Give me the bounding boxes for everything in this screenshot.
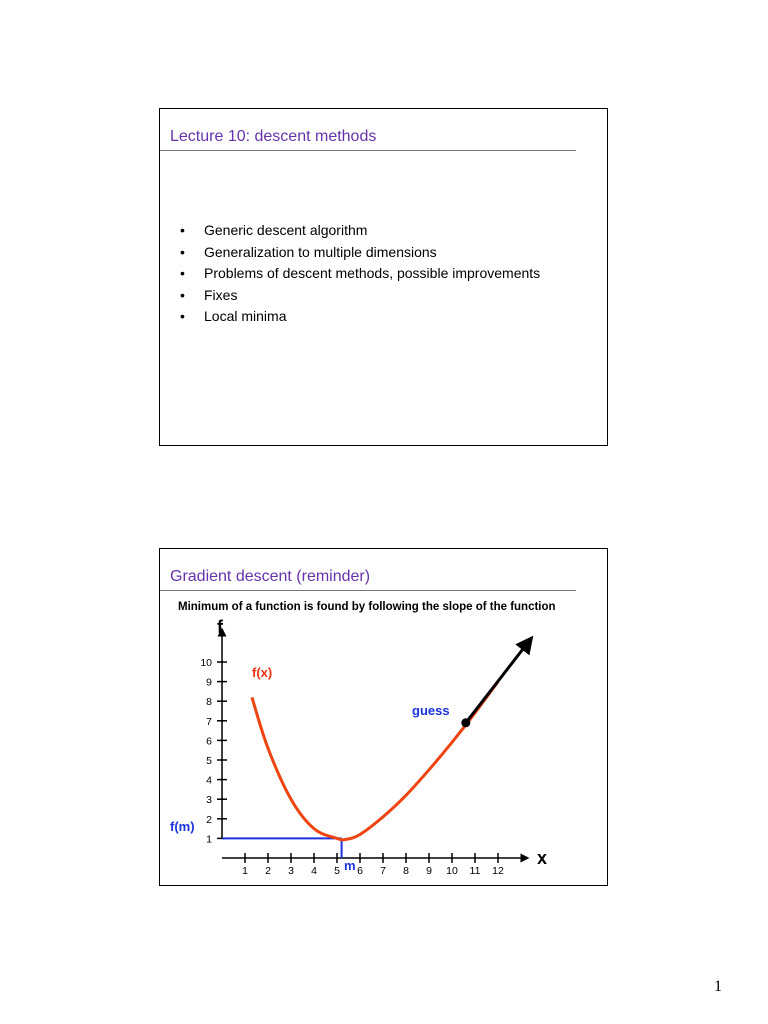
- x-tick-label: 10: [446, 865, 458, 877]
- bullet-text: Generalization to multiple dimensions: [204, 243, 437, 260]
- x-tick-label: 4: [311, 865, 317, 877]
- bullet-marker: •: [180, 286, 185, 303]
- y-tick-label: 6: [206, 735, 212, 748]
- y-tick-label: 8: [206, 696, 212, 709]
- min-x-label: m: [344, 858, 356, 873]
- bullet-text: Generic descent algorithm: [204, 222, 368, 238]
- slide-title: Lecture 10: descent methods: [170, 128, 377, 145]
- guess-label: guess: [412, 703, 450, 718]
- x-tick-label: 7: [380, 865, 386, 877]
- min-y-label: f(m): [170, 819, 195, 834]
- slide-title: Gradient descent (reminder): [170, 568, 371, 585]
- x-tick-label: 12: [492, 865, 504, 877]
- x-tick-label: 8: [403, 865, 409, 877]
- gradient-descent-figure: [160, 549, 607, 885]
- x-tick-label: 11: [469, 865, 481, 877]
- x-tick-label: 6: [357, 865, 363, 877]
- y-axis-name: f: [217, 617, 223, 637]
- bullet-text: Local minima: [204, 308, 287, 325]
- x-tick-label: 9: [426, 865, 432, 877]
- bullet-marker: •: [180, 308, 185, 325]
- x-tick-label: 2: [265, 865, 271, 877]
- bullet-item: [180, 263, 540, 285]
- y-tick-label: 7: [206, 715, 212, 728]
- bullet-marker: •: [180, 222, 185, 238]
- guess-point: [461, 718, 470, 727]
- slide-gradient-descent: [159, 548, 608, 886]
- bullet-text: Problems of descent methods, possible improvements: [204, 265, 541, 282]
- bullet-list: [180, 220, 540, 328]
- bullet-item: [180, 220, 540, 242]
- x-axis-name: x: [537, 848, 548, 868]
- slide-lecture-overview: [159, 108, 608, 446]
- bullet-item: [180, 285, 540, 307]
- y-tick-label: 4: [206, 774, 212, 787]
- bullet-marker: •: [180, 265, 185, 282]
- y-tick-label: 9: [206, 676, 212, 689]
- y-ticks: [200, 657, 227, 845]
- gradient-arrow: [466, 643, 528, 723]
- bullet-marker: •: [180, 243, 185, 260]
- bullet-item: [180, 306, 540, 328]
- x-tick-label: 3: [288, 865, 294, 877]
- y-tick-label: 3: [206, 794, 212, 807]
- y-tick-label: 10: [200, 657, 212, 669]
- y-tick-label: 2: [206, 813, 212, 826]
- y-tick-label: 5: [206, 755, 212, 767]
- bullet-item: [180, 242, 540, 264]
- function-curve: [252, 682, 498, 840]
- curve-label: f(x): [252, 665, 273, 680]
- x-ticks: [242, 853, 504, 877]
- figure-subtitle: Minimum of a function is found by following the slope of the function: [178, 601, 556, 613]
- x-tick-label: 5: [334, 865, 340, 877]
- y-tick-label: 1: [206, 833, 212, 846]
- page-number: 1: [714, 978, 722, 995]
- bullet-text: Fixes: [204, 286, 238, 303]
- x-tick-label: 1: [242, 865, 248, 877]
- title-divider: [160, 150, 576, 151]
